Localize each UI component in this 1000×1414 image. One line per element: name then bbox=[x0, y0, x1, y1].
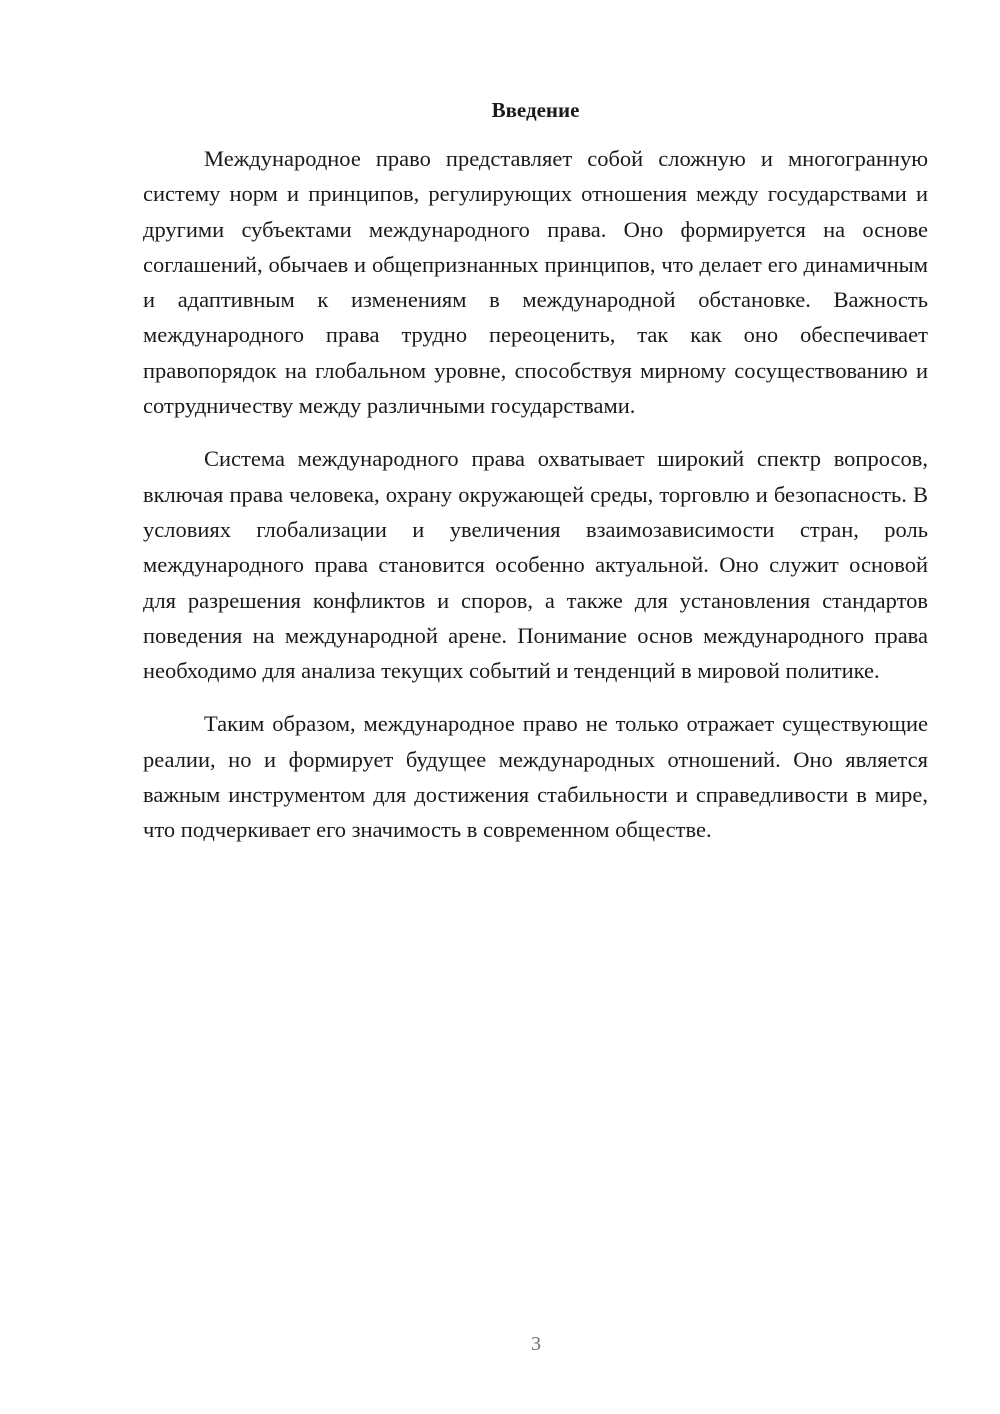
paragraph-2: Система международного права охватывает широкий спектр вопросов, включая права человека, охрану окружающей среды, торговлю и безопасность. В условиях глобализации и увеличения взаимозависимости стран, роль международного права становится особенно актуальной. Оно служит основой для разрешения конфликтов и споров, а также для установления стандартов поведения на международной арене. Понимание основ международного права необходимо для анализа текущих событий и тенденций в мировой политике. bbox=[143, 446, 928, 684]
section-title: Введение bbox=[491, 98, 580, 122]
page-number: 3 bbox=[531, 1333, 541, 1355]
page-content bbox=[143, 94, 928, 866]
paragraph-1: Международное право представляет собой сложную и многогранную систему норм и принципов, регулирующих отношения между государствами и другими субъектами международного права. Оно формируется на основе соглашений, обычаев и общепризнанных принципов, что делает его динамичным и адаптивным к изменениям в международной обстановке. Важность международного права трудно переоценить, так как оно обеспечивает правопорядок на глобальном уровне, способствуя мирному сосуществованию и сотрудничеству между различными государствами. bbox=[143, 146, 928, 419]
paragraph-3: Таким образом, международное право не только отражает существующие реалии, но и формирует будущее международных отношений. Оно является важным инструментом для достижения стабильности и справедливости в мире, что подчеркивает его значимость в современном обществе. bbox=[143, 711, 928, 843]
